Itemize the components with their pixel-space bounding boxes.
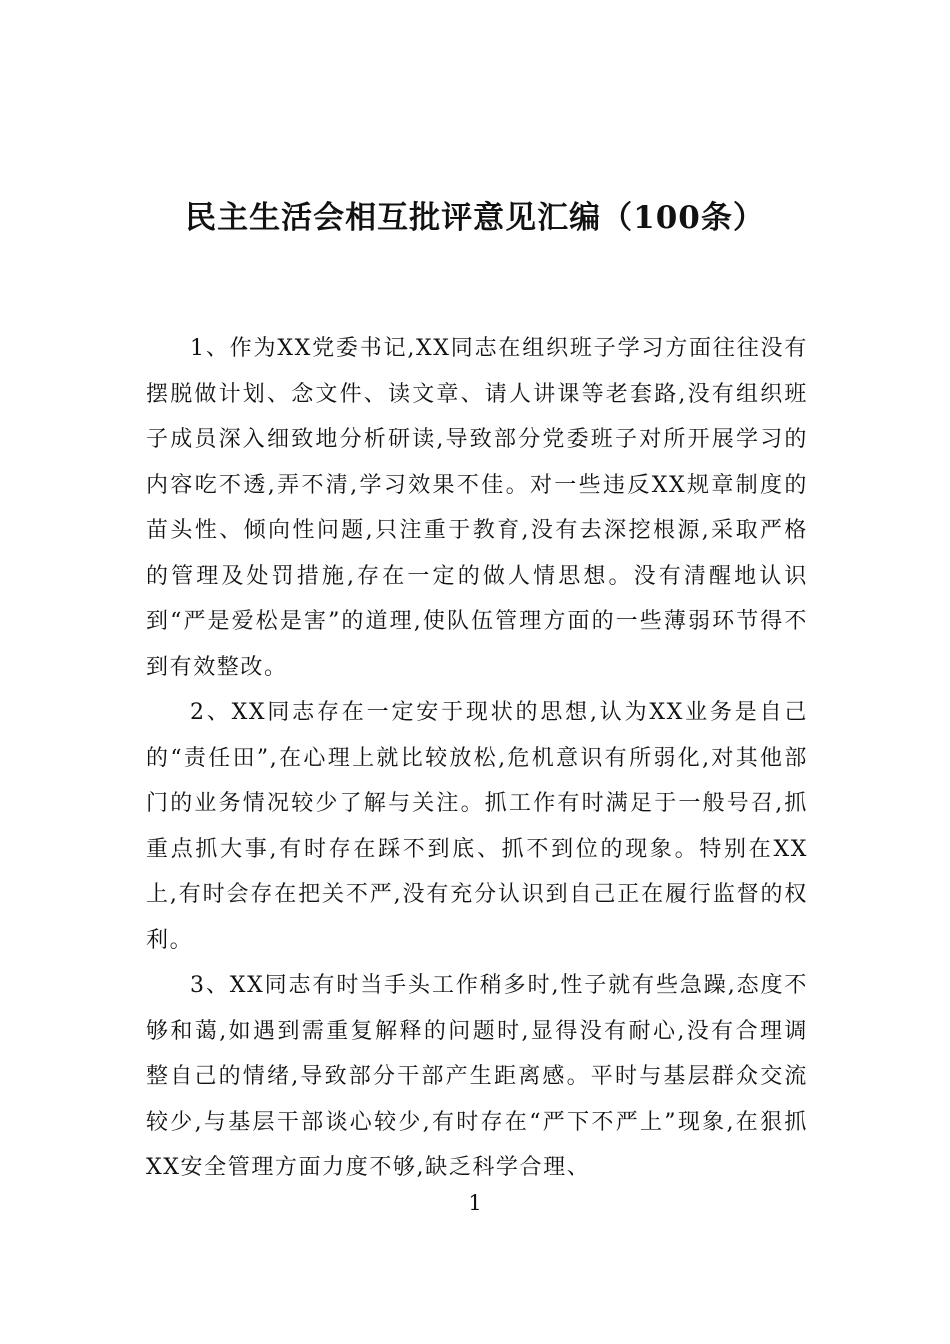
document-body [146, 326, 808, 1191]
paragraph-2: 2、XX同志存在一定安于现状的思想,认为XX业务是自己的“责任田”,在心理上就比较放松,危机意识有所弱化,对其他部门的业务情况较少了解与关注。抓工作有时满足于一般号召,抓重点抓大事,有时存在踩不到底、抓不到位的现象。特别在XX上,有时会存在把关不严,没有充分认识到自己正在履行监督的权利。 [146, 700, 808, 953]
document-title: 民主生活会相互批评意见汇编（100条） [185, 200, 765, 236]
page-number: 1 [468, 1191, 482, 1215]
paragraph-1: 1、作为XX党委书记,XX同志在组织班子学习方面往往没有摆脱做计划、念文件、读文章、请人讲课等老套路,没有组织班子成员深入细致地分析研读,导致部分党委班子对所开展学习的内容吃不透,弄不清,学习效果不佳。对一些违反XX规章制度的苗头性、倾向性问题,只注重于教育,没有去深挖根源,采取严格的管理及处罚措施,存在一定的做人情思想。没有清醒地认识到“严是爱松是害”的道理,使队伍管理方面的一些薄弱环节得不到有效整改。 [146, 336, 808, 680]
paragraph-3: 3、XX同志有时当手头工作稍多时,性子就有些急躁,态度不够和蔼,如遇到需重复解释的问题时,显得没有耐心,没有合理调整自己的情绪,导致部分干部产生距离感。平时与基层群众交流较少,与基层干部谈心较少,有时存在“严下不严上”现象,在狠抓XX安全管理方面力度不够,缺乏科学合理、 [146, 973, 808, 1180]
